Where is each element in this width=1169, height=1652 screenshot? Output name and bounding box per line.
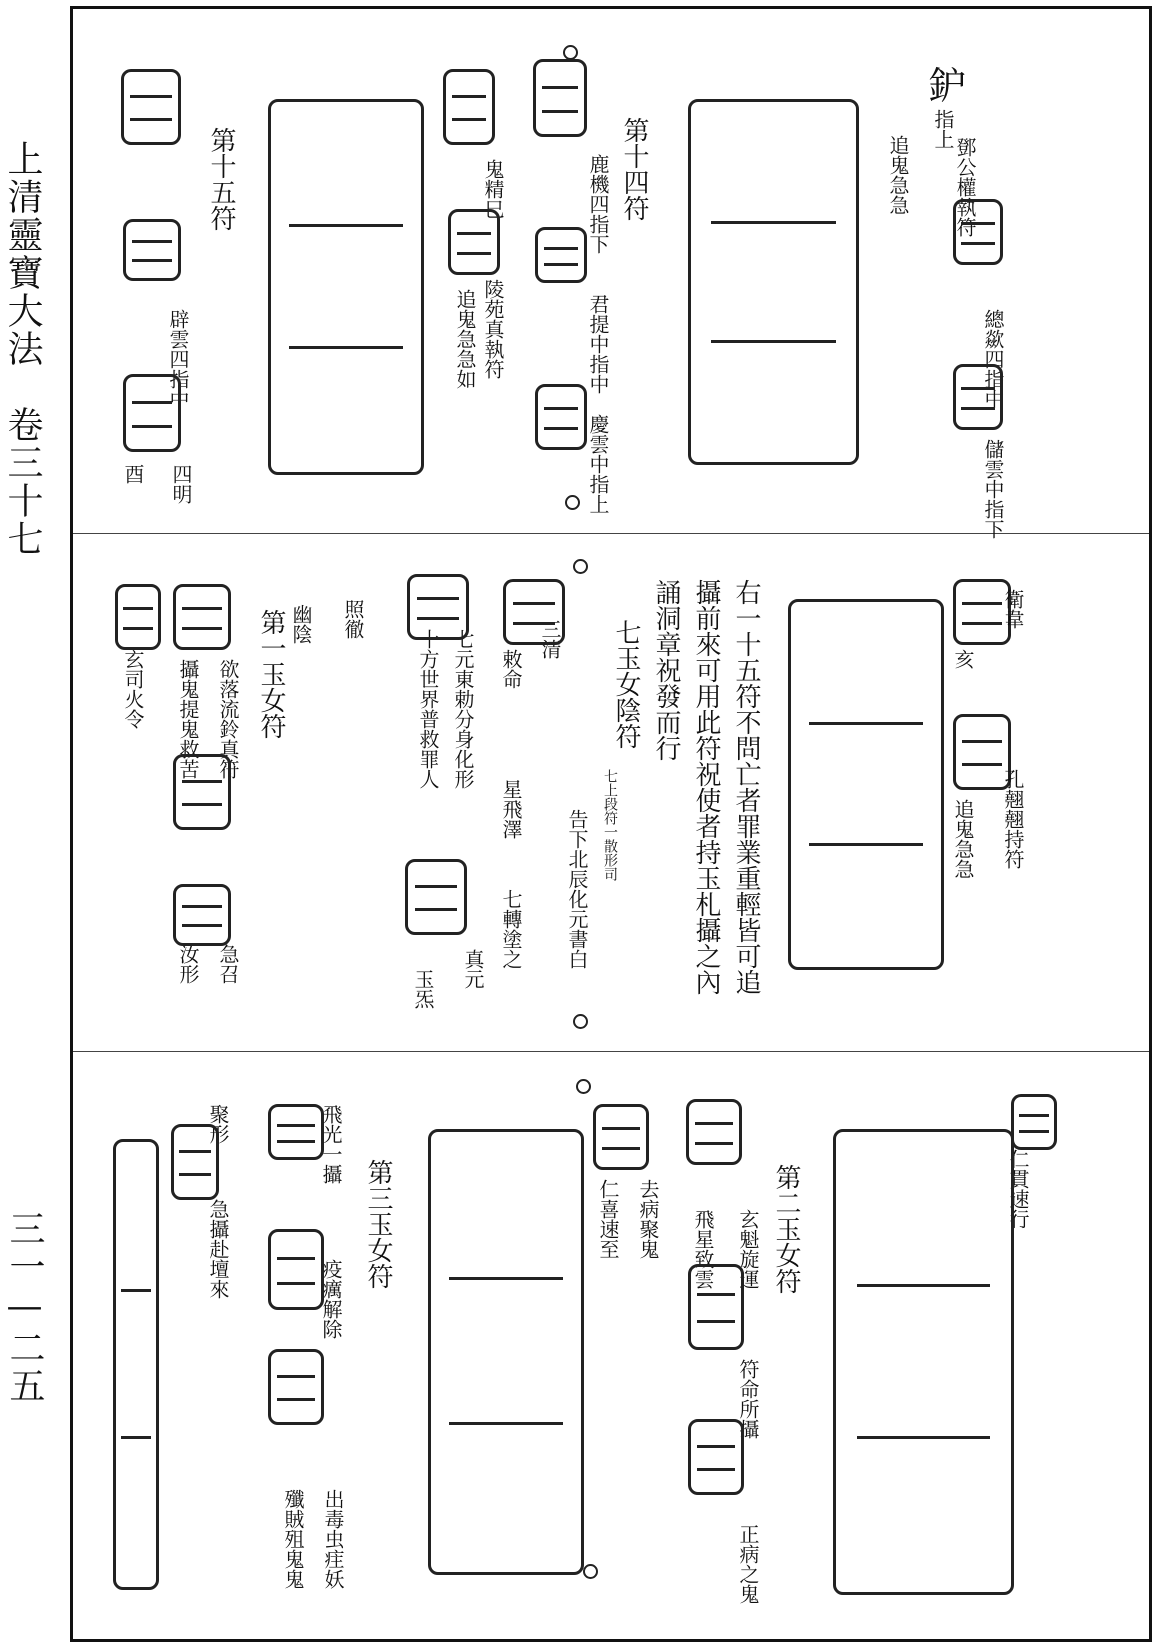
talisman-note: 七元東勅分身化形 [451, 629, 475, 789]
seal-glyph [173, 584, 231, 650]
talisman-note: 玄司火令 [121, 649, 145, 729]
talisman-note: 飛星致雲 [691, 1209, 715, 1289]
seal-glyph [123, 374, 181, 452]
talisman-note: 總歘四指中 [981, 309, 1005, 409]
mark-circle [573, 559, 588, 574]
talisman-seal [688, 99, 859, 465]
talisman-note: 聚形 [206, 1104, 230, 1144]
talisman-note: 七轉塗之 [499, 889, 523, 969]
seal-glyph [115, 584, 161, 650]
mark-circle [563, 45, 578, 60]
talisman-note: 幽陰 [289, 604, 313, 644]
section-heading: 七玉女陰符 [611, 619, 641, 749]
talisman-note: 出毒虫疰妖 [321, 1489, 345, 1589]
talisman-note: 鹿機四指下 [586, 154, 610, 254]
body-text: 右一十五符不問亡者罪業重輕皆可追 [731, 579, 761, 995]
mark-circle [565, 495, 580, 510]
body-text: 攝前來可用此符祝使者持玉札攝之內 [691, 579, 721, 995]
seal-glyph [686, 1099, 742, 1165]
talisman-note: 追鬼急急如 [453, 289, 477, 389]
seal-glyph [593, 1104, 649, 1170]
talisman-note: 符命所攝 [736, 1359, 760, 1439]
talisman-note: 去病聚鬼 [636, 1179, 660, 1259]
talisman-note: 鄧公權執符 [953, 137, 977, 237]
seal-glyph [268, 1229, 324, 1310]
talisman-note: 仁喜速至 [596, 1179, 620, 1259]
talisman-note: 酉 [121, 464, 145, 484]
section-heading: 第三玉女符 [363, 1159, 393, 1289]
body-text: 誦洞章祝發而行 [651, 579, 681, 761]
talisman-note: 辟雲四指中 [166, 309, 190, 409]
talisman-note: 君提中指中 [586, 294, 610, 394]
seal-glyph: 鈩 [928, 64, 967, 108]
seal-glyph [268, 1349, 324, 1425]
talisman-note: 三清 [538, 619, 562, 659]
talisman-note: 追鬼急急 [886, 135, 910, 215]
talisman-seal [113, 1139, 159, 1590]
seal-glyph [405, 859, 467, 935]
talisman-note: 照徹 [341, 599, 365, 639]
seal-glyph [688, 1264, 744, 1350]
talisman-note: 真元 [461, 949, 485, 989]
talisman-note: 飛光一攝 [319, 1104, 343, 1184]
talisman-note: 汝形 [176, 944, 200, 984]
section-heading: 第十五符 [206, 127, 236, 231]
seal-glyph [173, 884, 231, 946]
talisman-note: 亥 [951, 649, 975, 669]
talisman-seal [268, 99, 424, 475]
section-heading: 第二玉女符 [771, 1164, 801, 1294]
seal-glyph [535, 384, 587, 450]
seal-glyph [123, 219, 181, 281]
talisman-note: 指上 [931, 109, 955, 149]
talisman-note: 急攝赴壇來 [206, 1199, 230, 1299]
seal-glyph [953, 199, 1003, 265]
talisman-note: 告下北辰化元書白 [565, 809, 589, 969]
seal-glyph [503, 579, 565, 645]
seal-glyph [268, 1104, 324, 1160]
talisman-note: 疫癘解除 [319, 1259, 343, 1339]
seal-glyph [443, 69, 495, 145]
page-number: 三一—二五 [4, 1210, 45, 1405]
talisman-note: 四明 [169, 464, 193, 504]
talisman-note: 急召 [216, 944, 240, 984]
page-frame [70, 6, 1152, 1642]
section-heading: 第十四符 [619, 117, 649, 221]
seal-glyph [688, 1419, 744, 1495]
talisman-note: 欲落流鈴真符 [216, 659, 240, 779]
talisman-note: 孔翹翹持符 [1001, 769, 1025, 869]
seal-glyph [1011, 1094, 1057, 1150]
talisman-note: 殲賊殂鬼鬼 [281, 1489, 305, 1589]
section-heading: 第一玉女符 [256, 609, 286, 739]
small-note: 七上段符一散形司 [602, 769, 618, 881]
talisman-note: 鬼精巳 [481, 159, 505, 219]
book-title: 上清靈寶大法 卷三十七 [2, 140, 43, 558]
seal-glyph [535, 227, 587, 283]
talisman-note: 追鬼急急 [951, 799, 975, 879]
talisman-note: 慶雲中指上 [586, 414, 610, 514]
talisman-note: 仁貫速行 [1006, 1149, 1030, 1229]
seal-glyph [407, 574, 469, 640]
talisman-note: 儲雲中指下 [981, 439, 1005, 539]
seal-glyph [953, 364, 1003, 430]
talisman-note: 攝鬼提鬼救苦 [176, 659, 200, 779]
talisman-note: 正病之鬼 [736, 1524, 760, 1604]
talisman-note: 十方世界普救罪人 [416, 629, 440, 789]
mark-circle [576, 1079, 591, 1094]
talisman-seal [428, 1129, 584, 1575]
talisman-note: 玉炁 [411, 969, 435, 1009]
talisman-note: 敕命 [499, 649, 523, 689]
talisman-seal [788, 599, 944, 970]
seal-glyph [533, 59, 587, 137]
talisman-note: 衛韋 [1001, 589, 1025, 629]
seal-glyph [171, 1124, 219, 1200]
talisman-note: 陵苑真執符 [481, 279, 505, 379]
talisman-note: 星飛澤 [499, 779, 523, 839]
panel-divider-bottom [73, 1051, 1149, 1052]
mark-circle [583, 1564, 598, 1579]
seal-glyph [121, 69, 181, 145]
talisman-seal [833, 1129, 1014, 1595]
mark-circle [573, 1014, 588, 1029]
talisman-note: 玄魁旋運 [736, 1209, 760, 1289]
seal-glyph [173, 754, 231, 830]
seal-glyph [448, 209, 500, 275]
